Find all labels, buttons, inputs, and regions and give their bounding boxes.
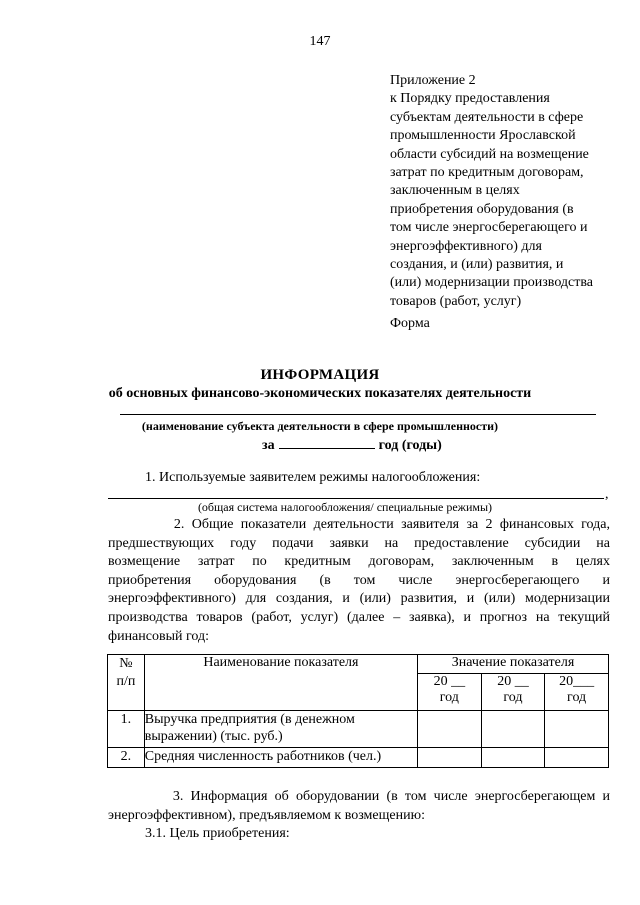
item-3-1-text: 3.1. Цель приобретения:	[145, 826, 290, 841]
period-suffix: год (годы)	[378, 438, 442, 453]
appendix-line: энергоэффективного) для	[390, 238, 542, 254]
appendix-line: к Порядку предоставления	[390, 91, 550, 107]
item-3-paragraph	[108, 788, 610, 825]
tax-regime-caption: (общая система налогообложения/ специальные режимы)	[197, 500, 493, 514]
paragraph-line: предшествующих году подачи заявки на предоставление субсидии на	[108, 535, 610, 551]
appendix-line: затрат по кредитным договорам,	[390, 165, 584, 181]
appendix-line: заключенным в целях	[390, 183, 520, 199]
paragraph-line: производства товаров (работ, услуг) (далее – заявка), и прогноз на текущий	[108, 609, 610, 625]
subject-name-line	[120, 414, 596, 415]
year-header: 20 __ год	[418, 674, 482, 711]
row-value-cell	[481, 748, 545, 768]
paragraph-line: возмещение затрат по кредитным договорам, заключенным в целях	[108, 554, 610, 570]
item-1-text: 1. Используемые заявителем режимы налогообложения:	[145, 470, 481, 485]
appendix-block	[390, 72, 620, 311]
paragraph-line: приобретения оборудования (в том числе энергосберегающего и	[108, 572, 610, 588]
row-value-cell	[545, 748, 609, 768]
row-number: 1.	[108, 711, 145, 748]
table-header-row	[108, 655, 609, 674]
appendix-line: том числе энергосберегающего и	[390, 220, 588, 236]
year-header: 20 __ год	[481, 674, 545, 711]
appendix-line: (или) модернизации производства	[390, 275, 594, 291]
row-indicator-name: Выручка предприятия (в денежном выражении) (тыс. руб.)	[144, 711, 417, 748]
subject-name-caption: (наименование субъекта деятельности в сфере промышленности)	[141, 419, 499, 433]
table-row	[108, 711, 609, 748]
period-prefix: за	[262, 438, 275, 453]
tax-regime-comma: ,	[605, 487, 609, 502]
row-value-cell	[418, 748, 482, 768]
row-value-cell	[481, 711, 545, 748]
appendix-line: области субсидий на возмещение	[390, 146, 589, 162]
row-value-cell	[545, 711, 609, 748]
table-row	[108, 748, 609, 768]
paragraph-line: финансовый год:	[108, 628, 209, 644]
appendix-line: Приложение 2	[390, 73, 476, 88]
paragraph-line: 3. Информация об оборудовании (в том числе энергосберегающем и	[108, 789, 610, 804]
appendix-line: товаров (работ, услуг)	[390, 293, 522, 309]
appendix-line: создания, и (или) развития, и	[390, 257, 564, 273]
tax-regime-line	[108, 498, 604, 499]
item-2-paragraph	[108, 516, 610, 646]
page-number: 147	[309, 34, 331, 49]
period-line	[262, 436, 442, 454]
indicators-table	[107, 654, 609, 768]
paragraph-line: энергоэффективном), предъявляемом к возмещению:	[108, 807, 425, 823]
appendix-line: субъектам деятельности в сфере	[390, 109, 584, 125]
column-number-header: № п/п	[108, 655, 145, 711]
row-value-cell	[418, 711, 482, 748]
period-blank	[279, 436, 375, 449]
row-indicator-name: Средняя численность работников (чел.)	[144, 748, 417, 768]
column-name-header: Наименование показателя	[144, 655, 417, 711]
column-value-header: Значение показателя	[418, 655, 609, 674]
paragraph-line: энергоэффективного) для создания, и (или) развития, и (или) модернизации	[108, 591, 610, 607]
paragraph-line: 2. Общие показатели деятельности заявителя за 2 финансовых года,	[108, 517, 610, 532]
row-number: 2.	[108, 748, 145, 768]
appendix-line: промышленности Ярославской	[390, 128, 576, 144]
document-title: ИНФОРМАЦИЯ	[260, 367, 380, 383]
document-subtitle: об основных финансово-экономических показателях деятельности	[108, 386, 532, 401]
year-header: 20___ год	[545, 674, 609, 711]
appendix-line: приобретения оборудования (в	[390, 201, 574, 217]
form-label: Форма	[390, 316, 430, 331]
